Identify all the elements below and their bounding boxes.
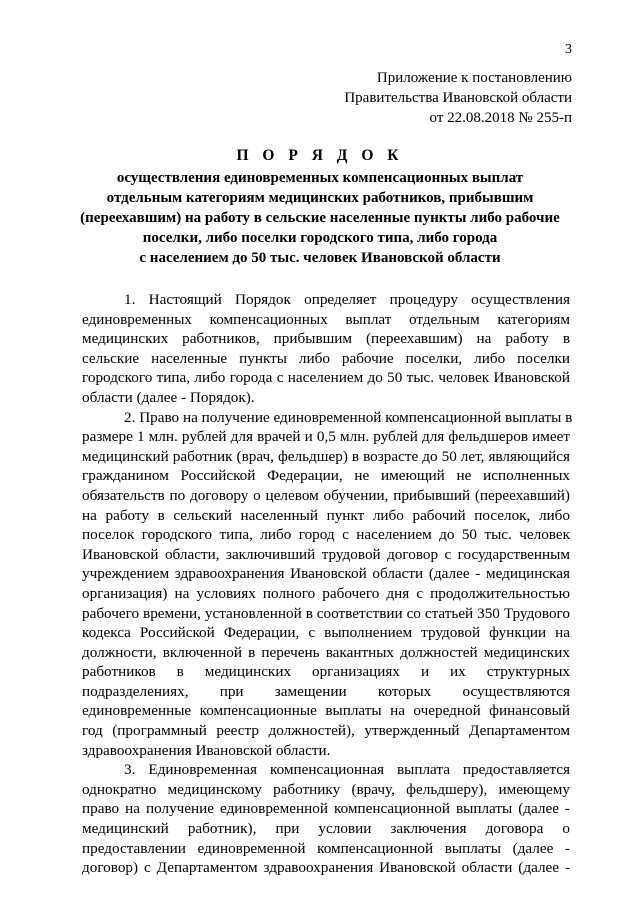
document-body bbox=[82, 290, 573, 878]
paragraph-line: Ивановской области, заключивший трудовой договор с государственным bbox=[82, 545, 570, 563]
heading-line: поселки, либо поселки городского типа, либо города bbox=[142, 230, 498, 246]
paragraph-line: предоставлении единовременной компенсационной выплаты (далее - bbox=[82, 839, 570, 857]
paragraph-line: организация) на условиях полного рабочего дня с продолжительностью bbox=[82, 584, 570, 602]
paragraph-line: договор) с Департаментом здравоохранения Ивановской области (далее - bbox=[82, 859, 570, 877]
paragraph-line: должности, включенной в перечень вакантных должностей медицинских bbox=[82, 643, 570, 661]
paragraph-line: медицинский работник (врач, фельдшер) в возрасте до 50 лет, являющийся bbox=[82, 447, 570, 465]
paragraph-2 bbox=[82, 408, 573, 761]
paragraph-line: кодекса Российской Федерации, с выполнением трудовой функции на bbox=[82, 624, 570, 642]
paragraph-line: право на получение единовременной компенсационной выплаты (далее - bbox=[82, 800, 570, 818]
paragraph-line: области (далее - Порядок). bbox=[82, 388, 255, 406]
paragraph-line: размере 1 млн. рублей для врачей и 0,5 млн. рублей для фельдшеров имеет bbox=[82, 428, 570, 446]
paragraph-line: обязательств по договору о целевом обучении, прибывший (переехавший) bbox=[82, 486, 570, 504]
paragraph-1 bbox=[82, 290, 570, 408]
document-heading bbox=[60, 146, 580, 268]
appendix-line: от 22.08.2018 № 255-п bbox=[429, 110, 572, 126]
paragraph-line: городского типа, либо города с населением до 50 тыс. человек Ивановской bbox=[82, 369, 570, 387]
paragraph-line: единовременных компенсационных выплат отдельным категориям bbox=[82, 310, 570, 328]
paragraph-line: медицинский работник), при условии заключения договора о bbox=[82, 820, 570, 838]
paragraph-line: подразделениях, при замещении которых осуществляются bbox=[82, 682, 570, 700]
heading-line: отдельным категориям медицинских работников, прибывшим bbox=[106, 190, 534, 206]
appendix-line: Правительства Ивановской области bbox=[344, 90, 572, 106]
paragraph-line: гражданином Российской Федерации, не имеющий не исполненных bbox=[82, 467, 570, 485]
paragraph-line: на работу в сельский населенный пункт либо рабочий поселок, либо bbox=[82, 506, 570, 524]
paragraph-line: рабочего времени, установленной в соответствии со статьей 350 Трудового bbox=[82, 604, 570, 622]
paragraph-line: 2. Право на получение единовременной компенсационной выплаты в bbox=[124, 408, 573, 426]
paragraph-line: единовременные компенсационные выплаты на очередной финансовый bbox=[82, 702, 570, 720]
page-number: 3 bbox=[565, 42, 572, 57]
heading-line: с населением до 50 тыс. человек Ивановской области bbox=[139, 250, 501, 266]
paragraph-line: однократно медицинскому работнику (врачу, фельдшеру), имеющему bbox=[82, 780, 570, 798]
paragraph-line: здравоохранения Ивановской области. bbox=[82, 741, 331, 759]
paragraph-line: работников в медицинских организациях и их структурных bbox=[82, 663, 570, 681]
paragraph-line: 1. Настоящий Порядок определяет процедуру осуществления bbox=[124, 291, 570, 308]
paragraph-line: медицинских работников, прибывшим (переехавшим) на работу в bbox=[82, 330, 570, 348]
paragraph-line: сельские населенные пункты либо рабочие поселки, либо поселки bbox=[82, 349, 570, 367]
paragraph-line: учреждением здравоохранения Ивановской области (далее - медицинская bbox=[82, 565, 570, 583]
paragraph-line: поселок городского типа, либо город с населением до 50 тыс. человек bbox=[82, 526, 570, 544]
heading-line: осуществления единовременных компенсационных выплат bbox=[116, 170, 524, 186]
paragraph-line: 3. Единовременная компенсационная выплата предоставляется bbox=[124, 761, 570, 779]
appendix-reference bbox=[344, 68, 572, 128]
appendix-line: Приложение к постановлению bbox=[376, 70, 572, 86]
paragraph-line: год (программный реестр должностей), утвержденный Департаментом bbox=[82, 722, 570, 740]
heading-line: (переехавшим) на работу в сельские населенные пункты либо рабочие bbox=[80, 210, 560, 226]
document-title: П О Р Я Д О К bbox=[236, 147, 404, 164]
paragraph-3 bbox=[82, 760, 570, 878]
